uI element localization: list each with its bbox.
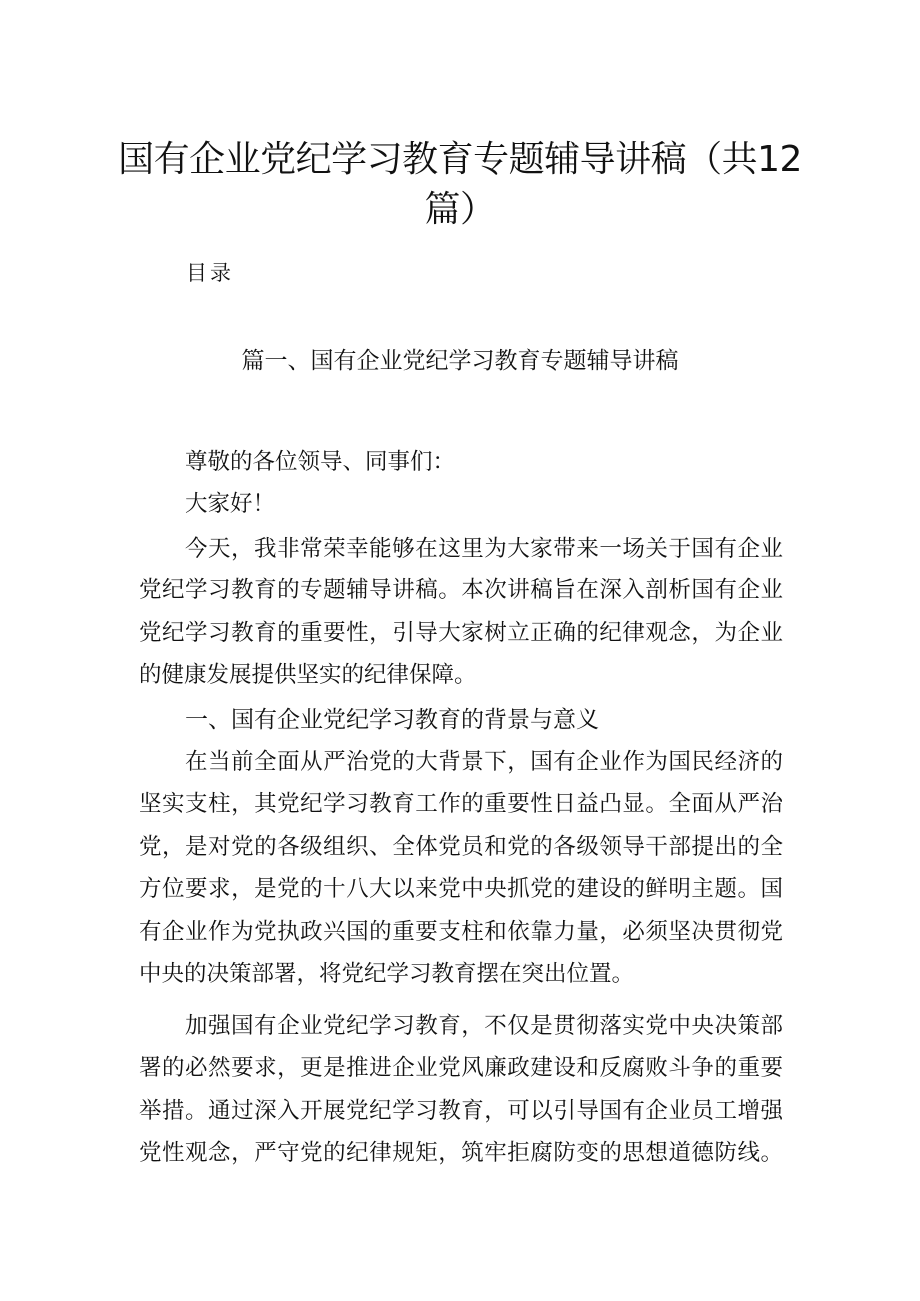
para1-line: 中央的决策部署，将党纪学习教育摆在突出位置。	[139, 961, 635, 987]
para1-line: 坚实支柱，其党纪学习教育工作的重要性日益凸显。全面从严治	[139, 791, 783, 817]
intro-line: 党纪学习教育的专题辅导讲稿。本次讲稿旨在深入剖析国有企业	[139, 577, 783, 603]
section-heading: 一、国有企业党纪学习教育的背景与意义	[185, 707, 599, 733]
para2-line: 加强国有企业党纪学习教育，不仅是贯彻落实党中央决策部	[185, 1013, 783, 1039]
para1-line: 有企业作为党执政兴国的重要支柱和依靠力量，必须坚决贯彻党	[139, 919, 783, 945]
para1-line: 方位要求，是党的十八大以来党中央抓党的建设的鲜明主题。国	[139, 876, 783, 902]
salutation: 尊敬的各位领导、同事们：	[185, 449, 456, 475]
para1-line: 党，是对党的各级组织、全体党员和党的各级领导干部提出的全	[139, 834, 783, 860]
title-line-1: 国有企业党纪学习教育专题辅导讲稿（共12	[118, 139, 802, 180]
intro-line: 今天，我非常荣幸能够在这里为大家带来一场关于国有企业	[185, 536, 783, 562]
document-title	[110, 135, 810, 235]
greeting: 大家好！	[185, 491, 276, 517]
intro-line: 党纪学习教育的重要性，引导大家树立正确的纪律观念，为企业	[139, 620, 783, 646]
para2-line: 党性观念，严守党的纪律规矩，筑牢拒腐防变的思想道德防线。	[139, 1140, 783, 1166]
toc-label: 目录	[186, 261, 234, 285]
title-line-2: 篇）	[424, 189, 496, 230]
para2-line: 举措。通过深入开展党纪学习教育，可以引导国有企业员工增强	[139, 1098, 783, 1124]
para2-line: 署的必然要求，更是推进企业党风廉政建设和反腐败斗争的重要	[139, 1055, 783, 1081]
chapter-title: 篇一、国有企业党纪学习教育专题辅导讲稿	[241, 348, 679, 374]
intro-line: 的健康发展提供坚实的纪律保障。	[139, 662, 477, 688]
para1-line: 在当前全面从严治党的大背景下，国有企业作为国民经济的	[185, 749, 783, 775]
